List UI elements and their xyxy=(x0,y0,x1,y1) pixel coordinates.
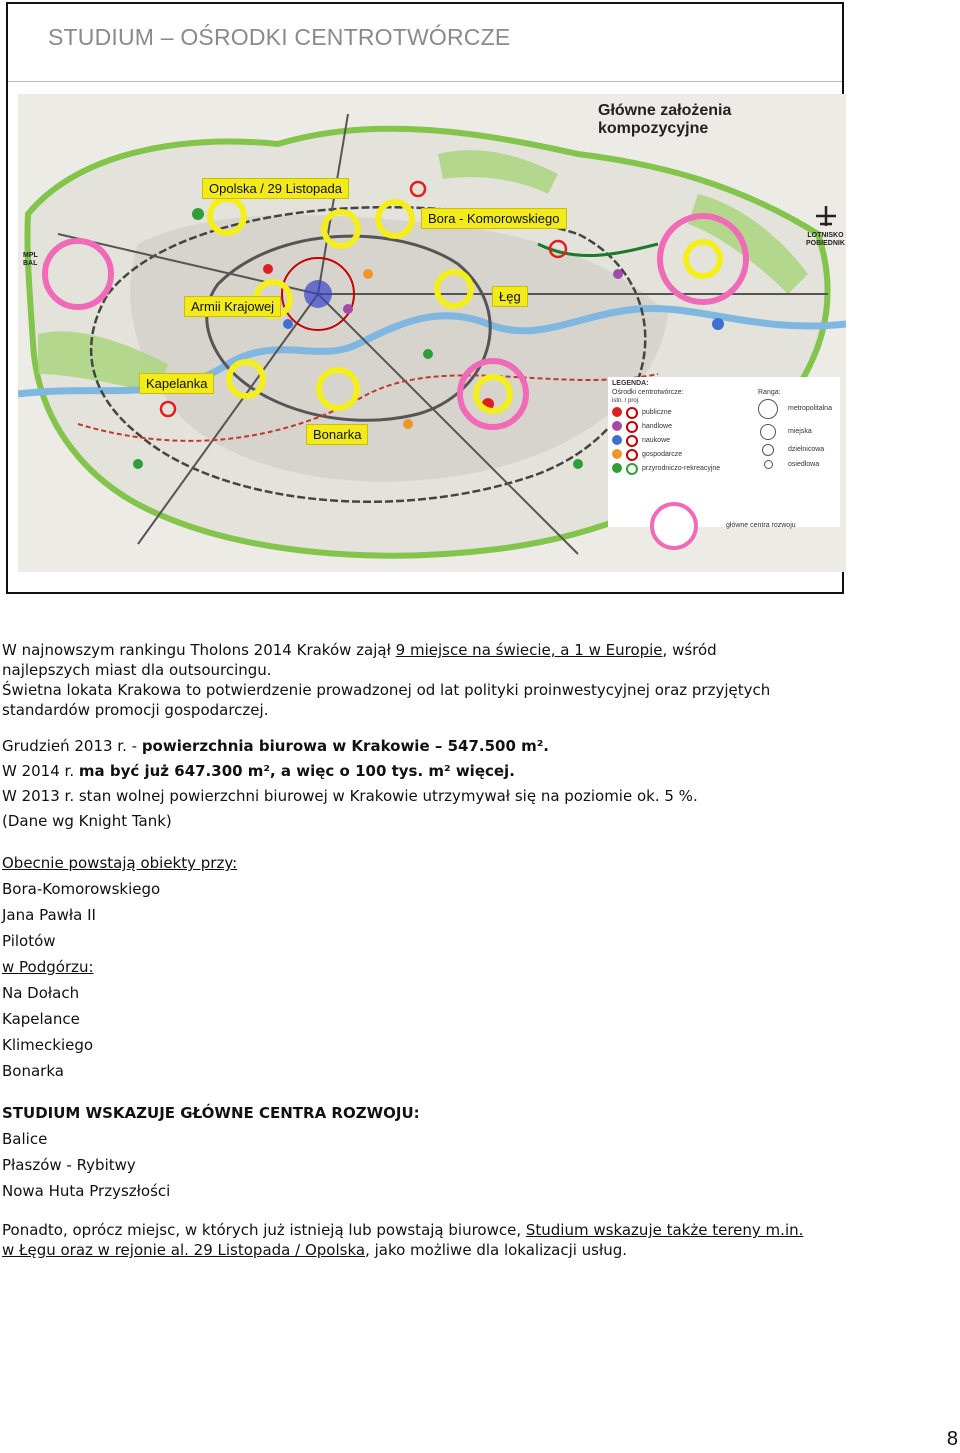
office-2013-value: powierzchnia biurowa w Krakowie – 547.500 m². xyxy=(141,737,550,755)
label-mpl-line1: MPL xyxy=(23,252,38,259)
legend-dot xyxy=(612,463,622,473)
paragraph-office-2013 xyxy=(2,734,942,759)
title-divider xyxy=(8,81,842,82)
additional-text: Ponadto, oprócz miejsc, w których już istnieją lub powstają biurowce, xyxy=(2,1221,526,1239)
legend-type-label: przyrodniczo-rekreacyjne xyxy=(642,465,721,472)
paragraph-office-2014 xyxy=(2,759,942,784)
spacer xyxy=(2,834,942,850)
legend-dot xyxy=(612,449,622,459)
legend-title: LEGENDA: xyxy=(612,380,649,387)
paragraph-source: (Dane wg Knight Tank) xyxy=(2,812,172,830)
office-2014-date: W 2014 r. xyxy=(2,762,79,780)
centre-marker xyxy=(133,459,143,469)
list-item: Jana Pawła II xyxy=(2,906,96,924)
slide-frame xyxy=(6,2,844,594)
additional-text-end: , jako możliwe dla lokalizacji usług. xyxy=(365,1241,628,1259)
legend-dot xyxy=(612,435,622,445)
tholons-text-line2: najlepszych miast dla outsourcingu. xyxy=(2,661,272,679)
list-podgorze-heading: w Podgórzu: xyxy=(2,958,94,976)
legend-ring xyxy=(626,421,638,433)
legend-main-centre-label: główne centra rozwoju xyxy=(726,522,796,529)
centre-marker xyxy=(363,269,373,279)
label-leg: Łęg xyxy=(492,286,528,307)
legend-rank-circle xyxy=(764,460,773,469)
paragraph-additional-areas xyxy=(2,1220,942,1260)
legend-type-label: handlowe xyxy=(642,423,672,430)
label-airport xyxy=(806,232,845,248)
slide-title: STUDIUM – OŚRODKI CENTROTWÓRCZE xyxy=(48,24,511,50)
legend-rank-circle xyxy=(760,424,776,440)
legend-ring xyxy=(626,463,638,475)
legend-rank-label: metropolitalna xyxy=(788,405,832,412)
legend-ring xyxy=(626,449,638,461)
centre-marker xyxy=(283,319,293,329)
label-mpl xyxy=(23,252,38,268)
label-opolska: Opolska / 29 Listopada xyxy=(202,178,349,199)
label-mpl-line2: BAL xyxy=(23,260,38,267)
document-body xyxy=(2,640,942,1260)
list-item: Na Dołach xyxy=(2,984,80,1002)
list-item: Bora-Komorowskiego xyxy=(2,880,161,898)
legend-type-label: naukowe xyxy=(642,437,671,444)
legend-rank-circle xyxy=(762,444,774,456)
legend-type-label: gospodarcze xyxy=(642,451,683,458)
centre-marker xyxy=(712,318,724,330)
legend-columns: istn. / proj. xyxy=(612,398,640,404)
legend-rank-label: miejska xyxy=(788,428,812,435)
tholons-ranking-link: 9 miejsce na świecie, a 1 w Europie xyxy=(395,641,663,659)
location-line2: standardów promocji gospodarczej. xyxy=(2,701,269,719)
list-item: Bonarka xyxy=(2,1062,64,1080)
tholons-text-end: , wśród xyxy=(662,641,717,659)
centre-marker xyxy=(403,419,413,429)
city-centre-core xyxy=(304,280,332,308)
legend-main-centre-ring xyxy=(650,502,698,550)
label-airport-line1: LOTNISKO xyxy=(807,232,844,239)
list-item: Klimeckiego xyxy=(2,1036,94,1054)
centre-marker xyxy=(573,459,583,469)
additional-underlined-2: w Łęgu oraz w rejonie al. 29 Listopada / Opolska xyxy=(2,1241,366,1259)
list-item: Nowa Huta Przyszłości xyxy=(2,1182,171,1200)
legend-rank-label: osiedlowa xyxy=(788,461,820,468)
map-legend xyxy=(608,377,840,527)
centre-marker xyxy=(263,264,273,274)
legend-type-label: publiczne xyxy=(642,409,672,416)
page-number: 8 xyxy=(946,1428,958,1450)
label-bonarka: Bonarka xyxy=(306,424,368,445)
centre-marker xyxy=(192,208,204,220)
centre-marker xyxy=(343,304,353,314)
spacer xyxy=(2,1084,942,1100)
tholons-text: W najnowszym rankingu Tholons 2014 Kraków zajął xyxy=(2,641,396,659)
kraków-map xyxy=(18,94,846,572)
additional-underlined-1: Studium wskazuje także tereny m.in. xyxy=(525,1221,804,1239)
legend-subtitle: Ośrodki centrotwórcze: xyxy=(612,389,684,396)
label-kapelanka: Kapelanka xyxy=(139,373,214,394)
list-item: Kapelance xyxy=(2,1010,80,1028)
list-item: Balice xyxy=(2,1130,48,1148)
legend-rank-label: dzielnicowa xyxy=(788,446,825,453)
centre-marker xyxy=(613,269,623,279)
office-2014-value: ma być już 647.300 m², a więc o 100 tys. m² więcej. xyxy=(78,762,515,780)
location-line1: Świetna lokata Krakowa to potwierdzenie prowadzonej od lat polityki proinwestycyjnej oraz przyjętych xyxy=(2,681,771,699)
legend-rank-title: Ranga: xyxy=(758,389,781,396)
legend-ring xyxy=(626,407,638,419)
legend-rank-circle xyxy=(758,399,778,419)
legend-ring xyxy=(626,435,638,447)
list-item: Płaszów - Rybitwy xyxy=(2,1156,136,1174)
list-item: Pilotów xyxy=(2,932,56,950)
label-armii-krajowej: Armii Krajowej xyxy=(184,296,281,317)
legend-dot xyxy=(612,407,622,417)
list-main-centres-heading: STUDIUM WSKAZUJE GŁÓWNE CENTRA ROZWOJU: xyxy=(2,1104,420,1122)
paragraph-vacancy: W 2013 r. stan wolnej powierzchni biurowej w Krakowie utrzymywał się na poziomie ok. 5 %. xyxy=(2,787,698,805)
label-airport-line2: POBIEDNIK xyxy=(806,240,845,247)
label-bora-komorowskiego: Bora - Komorowskiego xyxy=(421,208,567,229)
paragraph-tholons xyxy=(2,640,942,680)
paragraph-location xyxy=(2,680,942,720)
centre-marker xyxy=(423,349,433,359)
spacer xyxy=(2,1204,942,1220)
legend-dot xyxy=(612,421,622,431)
map-heading: Główne założenia kompozycyjne xyxy=(598,102,732,137)
list-construction-heading: Obecnie powstają obiekty przy: xyxy=(2,854,238,872)
spacer xyxy=(2,720,942,734)
office-2013-date: Grudzień 2013 r. - xyxy=(2,737,142,755)
